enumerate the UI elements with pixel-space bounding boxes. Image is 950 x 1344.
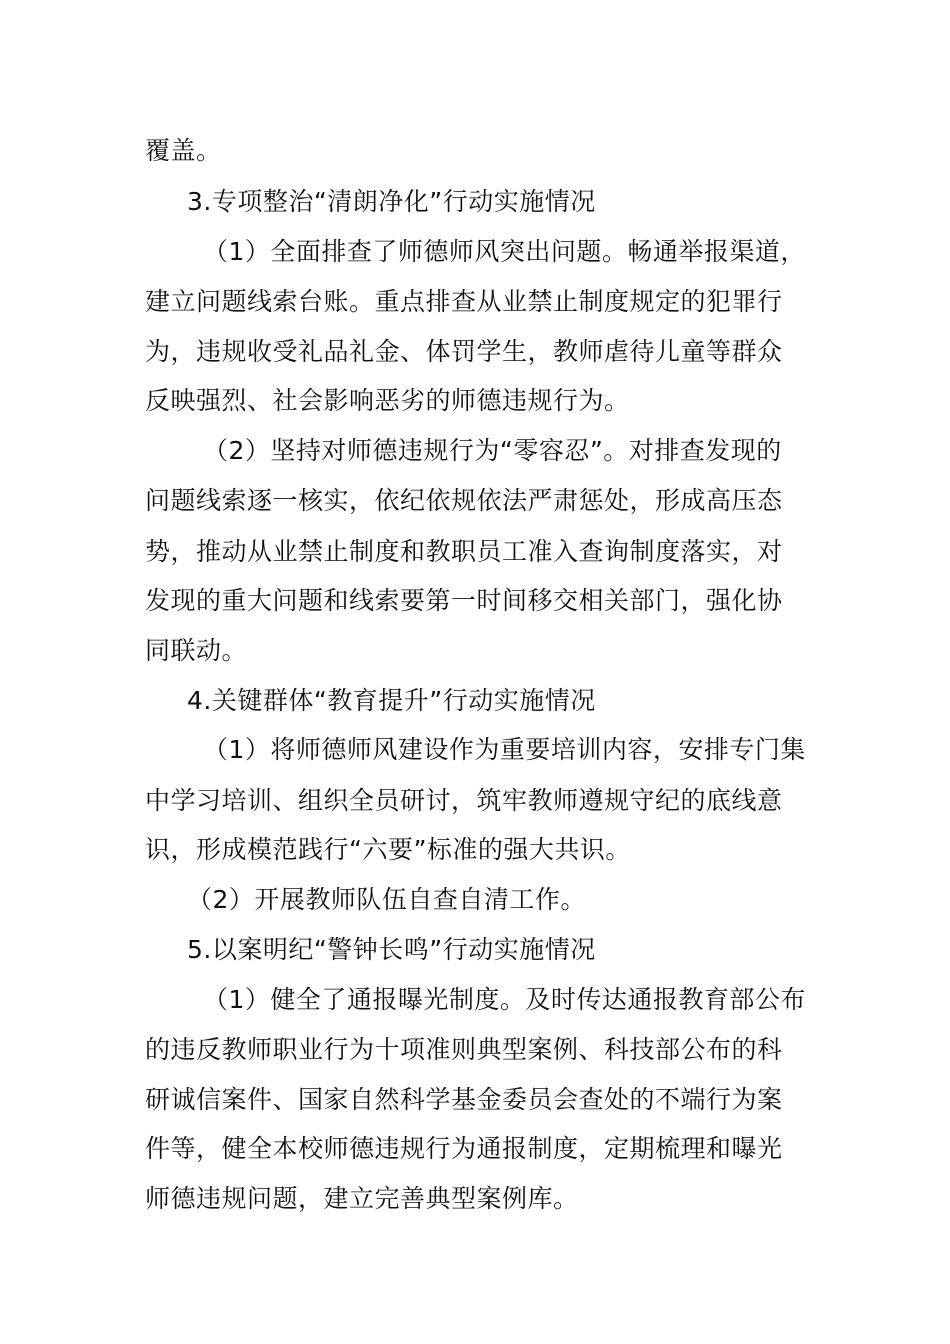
text-line: 为，违规收受礼品礼金、体罚学生，教师虐待儿童等群众 [145, 337, 783, 366]
text-line: 建立问题线索台账。重点排查从业禁止制度规定的犯罪行 [145, 287, 783, 316]
text-line: 同联动。 [145, 636, 248, 665]
text-line: 件等，健全本校师德违规行为通报制度，定期梳理和曝光 [145, 1134, 783, 1163]
section-heading: 4.关键群体“教育提升”行动实施情况 [187, 686, 596, 715]
text-line: 识，形成模范践行“六要”标准的强大共识。 [145, 835, 631, 864]
text-line: （1）健全了通报曝光制度。及时传达通报教育部公布 [203, 985, 806, 1014]
text-line: 研诚信案件、国家自然科学基金委员会查处的不端行为案 [145, 1085, 783, 1114]
text-line: （1）将师德师风建设作为重要培训内容，安排专门集 [203, 735, 806, 764]
section-heading: 5.以案明纪“警钟长鸣”行动实施情况 [187, 935, 596, 964]
section-heading: 3.专项整治“清朗净化”行动实施情况 [187, 187, 596, 216]
text-line: 发现的重大问题和线索要第一时间移交相关部门，强化协 [145, 586, 783, 615]
text-line: 反映强烈、社会影响恶劣的师德违规行为。 [145, 386, 630, 415]
text-line: 的违反教师职业行为十项准则典型案例、科技部公布的科 [145, 1035, 783, 1064]
text-line: 势，推动从业禁止制度和教职员工准入查询制度落实，对 [145, 537, 783, 566]
text-line: （2）开展教师队伍自查自清工作。 [187, 885, 586, 914]
text-line: 问题线索逐一核实，依纪依规依法严肃惩处，形成高压态 [145, 486, 783, 515]
text-line: （2）坚持对师德违规行为“零容忍”。对排查发现的 [203, 436, 782, 465]
text-line: （1）全面排查了师德师风突出问题。畅通举报渠道， [203, 237, 806, 266]
text-line: 中学习培训、组织全员研讨，筑牢教师遵规守纪的底线意 [145, 786, 783, 815]
text-line: 师德违规问题，建立完善典型案例库。 [145, 1184, 579, 1213]
text-line: 覆盖。 [145, 136, 222, 165]
